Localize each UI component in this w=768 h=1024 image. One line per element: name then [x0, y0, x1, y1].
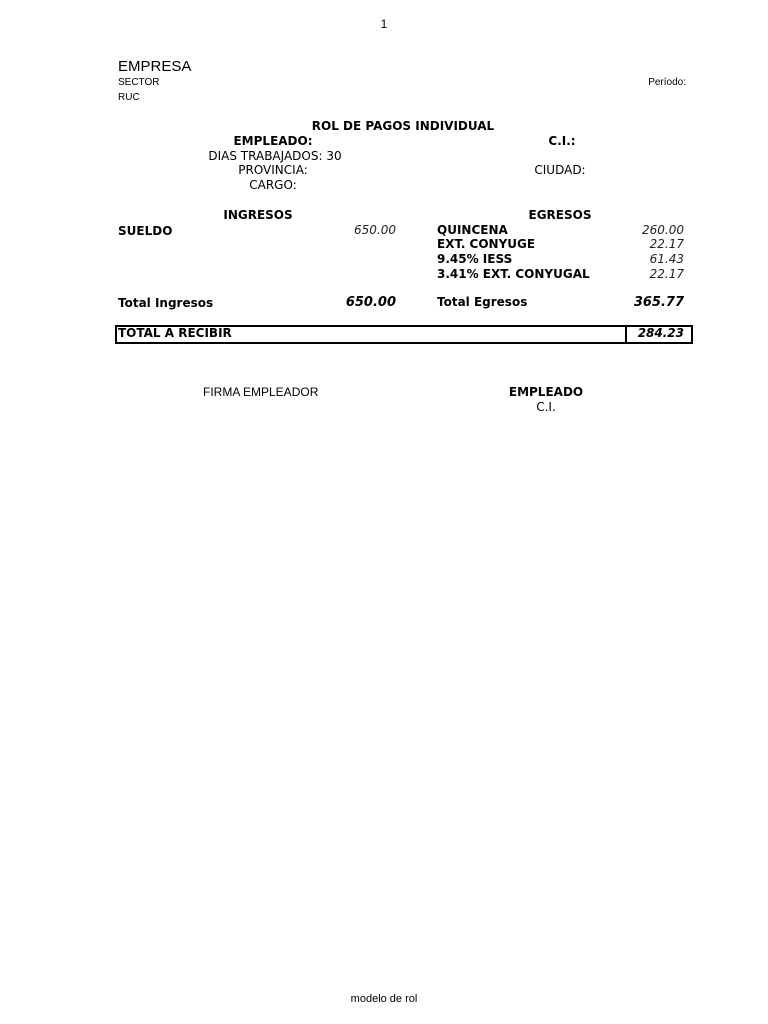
- firma-empleado-ci: C.I.: [536, 400, 556, 414]
- total-egresos-label: Total Egresos: [437, 295, 528, 309]
- provincia-label: PROVINCIA:: [238, 163, 308, 177]
- egreso-item-value: 22.17: [649, 267, 684, 281]
- document-title: ROL DE PAGOS INDIVIDUAL: [311, 119, 495, 133]
- egreso-item-value: 61.43: [649, 252, 684, 266]
- sector-label: SECTOR: [118, 77, 160, 88]
- total-egresos-value: 365.77: [633, 295, 684, 310]
- company-name: EMPRESA: [118, 58, 192, 75]
- ingreso-item-label: SUELDO: [118, 224, 173, 238]
- empleado-label: EMPLEADO:: [233, 134, 313, 148]
- ingreso-item-value: 650.00: [354, 223, 396, 237]
- total-ingresos-label: Total Ingresos: [118, 296, 214, 310]
- egreso-item-label: EXT. CONYUGE: [437, 237, 536, 251]
- ruc-label: RUC: [118, 92, 140, 103]
- total-ingresos-value: 650.00: [345, 295, 396, 310]
- firma-empleador: FIRMA EMPLEADOR: [203, 385, 319, 399]
- egresos-header: EGRESOS: [528, 208, 592, 222]
- period-label: Período:: [648, 77, 686, 88]
- egreso-item-value: 260.00: [642, 223, 684, 237]
- ciudad-label: CIUDAD:: [534, 163, 586, 177]
- ingresos-header: INGRESOS: [223, 208, 293, 222]
- total-recibir-value: 284.23: [637, 326, 684, 340]
- egreso-item-label: 9.45% IESS: [437, 252, 513, 266]
- total-recibir-label: TOTAL A RECIBIR: [118, 326, 232, 340]
- egreso-item-value: 22.17: [649, 237, 684, 251]
- dias-trabajados: DIAS TRABAJADOS: 30: [208, 149, 342, 163]
- page-number: 1: [380, 17, 388, 31]
- footer-label: modelo de rol: [350, 993, 418, 1005]
- firma-empleado: EMPLEADO: [508, 385, 584, 399]
- egreso-item-label: QUINCENA: [437, 223, 508, 237]
- ci-label: C.I.:: [548, 134, 576, 148]
- egreso-item-label: 3.41% EXT. CONYUGAL: [437, 267, 590, 281]
- cargo-label: CARGO:: [249, 178, 297, 192]
